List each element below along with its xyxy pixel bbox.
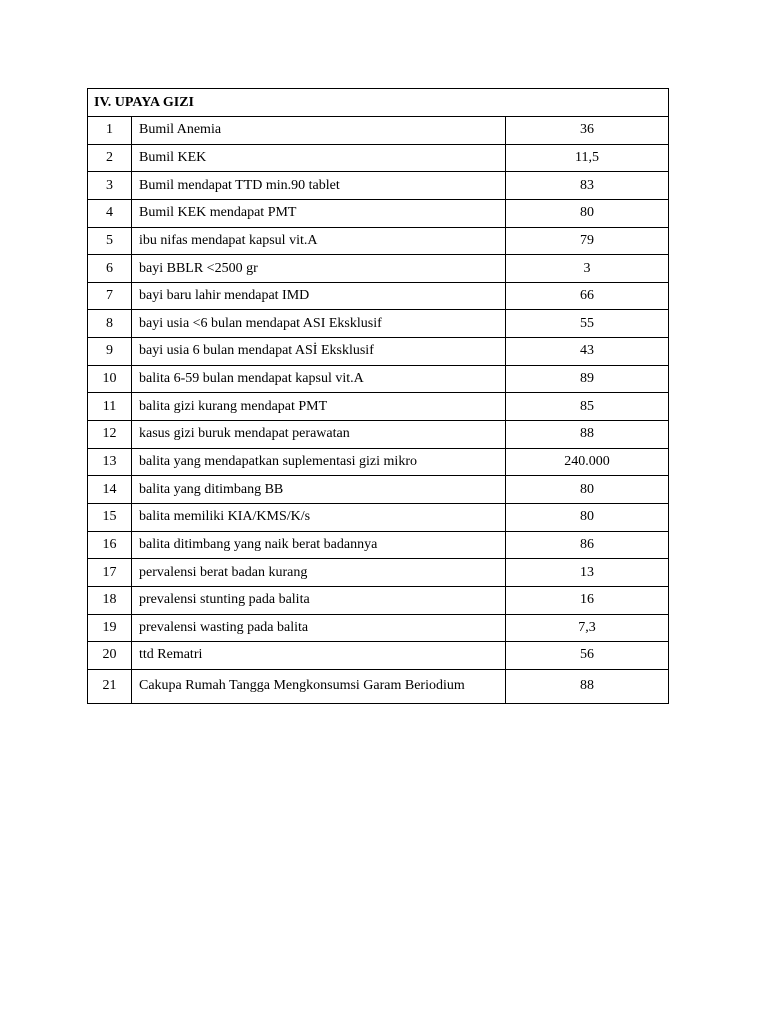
row-number: 15 — [88, 503, 132, 531]
table-row — [88, 282, 669, 310]
row-value: 80 — [506, 476, 669, 504]
table-row — [88, 421, 669, 449]
table-row — [88, 448, 669, 476]
table-row — [88, 559, 669, 587]
table-row — [88, 393, 669, 421]
row-label: Bumil KEK mendapat PMT — [132, 199, 506, 227]
row-number: 13 — [88, 448, 132, 476]
row-value: 7,3 — [506, 614, 669, 642]
row-label: kasus gizi buruk mendapat perawatan — [132, 421, 506, 449]
table-row — [88, 365, 669, 393]
row-value: 13 — [506, 559, 669, 587]
row-value: 56 — [506, 642, 669, 670]
row-value: 83 — [506, 172, 669, 200]
table-row — [88, 199, 669, 227]
row-number: 19 — [88, 614, 132, 642]
row-value: 89 — [506, 365, 669, 393]
row-value: 86 — [506, 531, 669, 559]
row-label: Bumil Anemia — [132, 117, 506, 145]
row-number: 10 — [88, 365, 132, 393]
table-row — [88, 669, 669, 703]
row-number: 18 — [88, 586, 132, 614]
nutrition-table-body — [88, 89, 669, 704]
row-label: bayi baru lahir mendapat IMD — [132, 282, 506, 310]
row-value: 66 — [506, 282, 669, 310]
row-label: balita memiliki KIA/KMS/K/s — [132, 503, 506, 531]
table-row — [88, 476, 669, 504]
table-row — [88, 255, 669, 283]
row-label: balita gizi kurang mendapat PMT — [132, 393, 506, 421]
row-label: ttd Rematri — [132, 642, 506, 670]
row-number: 12 — [88, 421, 132, 449]
row-label: Bumil mendapat TTD min.90 tablet — [132, 172, 506, 200]
row-label: Cakupa Rumah Tangga Mengkonsumsi Garam Beriodium — [132, 669, 506, 703]
row-label: Bumil KEK — [132, 144, 506, 172]
table-row — [88, 642, 669, 670]
row-value: 85 — [506, 393, 669, 421]
row-number: 6 — [88, 255, 132, 283]
row-number: 7 — [88, 282, 132, 310]
row-label: bayi usia <6 bulan mendapat ASI Eksklusif — [132, 310, 506, 338]
row-value: 80 — [506, 503, 669, 531]
row-label: balita 6-59 bulan mendapat kapsul vit.A — [132, 365, 506, 393]
row-value: 79 — [506, 227, 669, 255]
row-number: 5 — [88, 227, 132, 255]
row-label: balita yang mendapatkan suplementasi gizi mikro — [132, 448, 506, 476]
row-value: 55 — [506, 310, 669, 338]
row-label: balita ditimbang yang naik berat badannya — [132, 531, 506, 559]
row-value: 11,5 — [506, 144, 669, 172]
row-number: 14 — [88, 476, 132, 504]
row-number: 11 — [88, 393, 132, 421]
row-label: pervalensi berat badan kurang — [132, 559, 506, 587]
row-label: balita yang ditimbang BB — [132, 476, 506, 504]
row-label: ibu nifas mendapat kapsul vit.A — [132, 227, 506, 255]
row-number: 3 — [88, 172, 132, 200]
table-row — [88, 310, 669, 338]
row-number: 2 — [88, 144, 132, 172]
row-number: 4 — [88, 199, 132, 227]
table-row — [88, 227, 669, 255]
row-value: 80 — [506, 199, 669, 227]
row-value: 36 — [506, 117, 669, 145]
table-row — [88, 338, 669, 366]
section-title-row — [88, 89, 669, 117]
row-label: prevalensi wasting pada balita — [132, 614, 506, 642]
section-title: IV. UPAYA GIZI — [88, 89, 669, 117]
row-number: 16 — [88, 531, 132, 559]
table-row — [88, 586, 669, 614]
row-value: 88 — [506, 669, 669, 703]
table-row — [88, 503, 669, 531]
table-row — [88, 531, 669, 559]
row-number: 17 — [88, 559, 132, 587]
row-value: 88 — [506, 421, 669, 449]
table-row — [88, 117, 669, 145]
row-number: 20 — [88, 642, 132, 670]
row-value: 43 — [506, 338, 669, 366]
row-label: bayi BBLR <2500 gr — [132, 255, 506, 283]
table-row — [88, 144, 669, 172]
nutrition-table — [87, 88, 669, 704]
table-row — [88, 614, 669, 642]
row-value: 16 — [506, 586, 669, 614]
row-number: 1 — [88, 117, 132, 145]
row-label: prevalensi stunting pada balita — [132, 586, 506, 614]
row-number: 9 — [88, 338, 132, 366]
table-row — [88, 172, 669, 200]
row-label: bayi usia 6 bulan mendapat ASİ Eksklusif — [132, 338, 506, 366]
row-value: 240.000 — [506, 448, 669, 476]
row-value: 3 — [506, 255, 669, 283]
row-number: 8 — [88, 310, 132, 338]
row-number: 21 — [88, 669, 132, 703]
